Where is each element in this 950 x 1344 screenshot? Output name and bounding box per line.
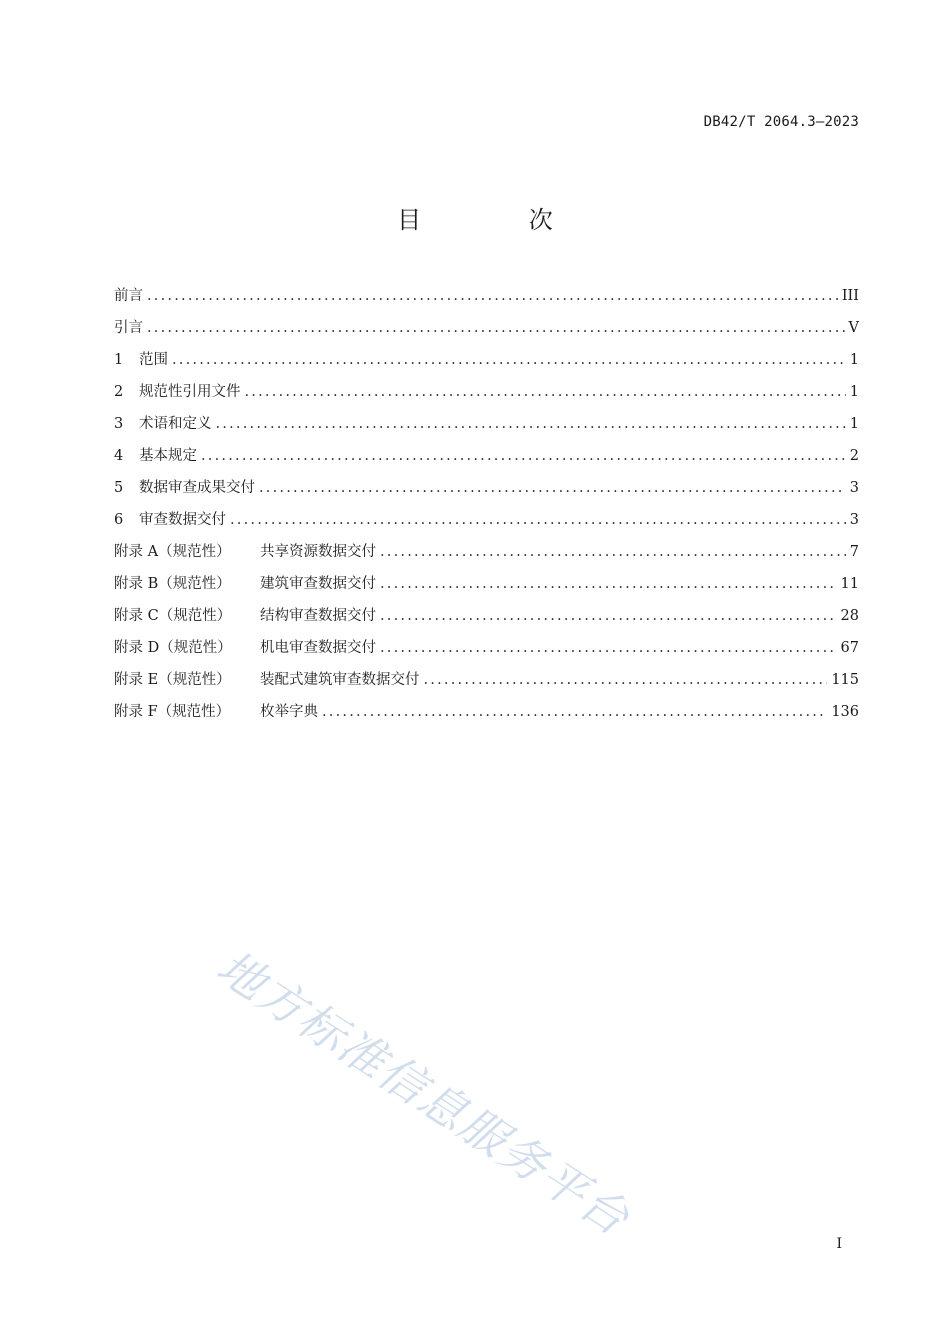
toc-leader-dots	[245, 384, 846, 400]
toc-entry-page: 3	[849, 480, 859, 496]
toc-appendix-label: 附录 A（规范性）	[114, 544, 231, 560]
toc-entry-page: 3	[849, 512, 859, 528]
toc-leader-dots	[322, 704, 827, 720]
toc-entry-page: 1	[849, 384, 859, 400]
toc-entry-page: 67	[840, 640, 859, 656]
toc-leader-dots	[172, 352, 846, 368]
toc-entry-number: 1	[114, 352, 124, 368]
toc-entry-number: 5	[114, 480, 124, 496]
toc-entry-page: 1	[849, 352, 859, 368]
toc-entry-appendix-c[interactable]	[114, 604, 859, 636]
toc-entry-page: 136	[831, 704, 859, 720]
toc-leader-dots	[147, 320, 845, 336]
toc-entry-appendix-f[interactable]	[114, 700, 859, 732]
toc-entry-label: 基本规定	[139, 448, 197, 464]
toc-appendix-label: 附录 C（规范性）	[114, 608, 232, 624]
toc-entry-page: 11	[840, 576, 859, 592]
toc-entry-label: 规范性引用文件	[139, 384, 241, 400]
toc-entry-number: 2	[114, 384, 124, 400]
toc-leader-dots	[380, 544, 846, 560]
table-of-contents	[114, 284, 859, 732]
toc-entry-terms[interactable]	[114, 412, 859, 444]
toc-leader-dots	[424, 672, 828, 688]
toc-appendix-label: 附录 B（规范性）	[114, 576, 231, 592]
toc-entry-label: 引言	[114, 320, 143, 336]
toc-entry-page: 115	[831, 672, 859, 688]
toc-entry-basic-rules[interactable]	[114, 444, 859, 476]
toc-entry-label: 数据审查成果交付	[139, 480, 255, 496]
page-title: 目 次	[397, 206, 603, 234]
toc-entry-label: 前言	[114, 288, 143, 304]
toc-entry-page: 2	[849, 448, 859, 464]
page-number: I	[836, 1236, 842, 1252]
watermark: 地方标准信息服务平台	[207, 939, 640, 1247]
toc-entry-introduction[interactable]	[114, 316, 859, 348]
toc-entry-number: 3	[114, 416, 124, 432]
toc-entry-label: 术语和定义	[139, 416, 212, 432]
toc-entry-label: 装配式建筑审查数据交付	[260, 672, 420, 688]
toc-leader-dots	[216, 416, 846, 432]
toc-entry-label: 结构审查数据交付	[260, 608, 376, 624]
toc-entry-appendix-a[interactable]	[114, 540, 859, 572]
toc-entry-review-data[interactable]	[114, 508, 859, 540]
toc-entry-page: 7	[849, 544, 859, 560]
toc-appendix-label: 附录 D（规范性）	[114, 640, 232, 656]
toc-entry-appendix-e[interactable]	[114, 668, 859, 700]
toc-entry-appendix-d[interactable]	[114, 636, 859, 668]
toc-entry-label: 范围	[139, 352, 168, 368]
toc-entry-normative-references[interactable]	[114, 380, 859, 412]
toc-appendix-label: 附录 F（规范性）	[114, 704, 231, 720]
toc-entry-label: 枚举字典	[260, 704, 318, 720]
toc-entry-number: 4	[114, 448, 124, 464]
toc-leader-dots	[201, 448, 846, 464]
toc-entry-label: 共享资源数据交付	[260, 544, 376, 560]
toc-leader-dots	[147, 288, 838, 304]
toc-entry-appendix-b[interactable]	[114, 572, 859, 604]
toc-entry-label: 建筑审查数据交付	[260, 576, 376, 592]
standard-code: DB42/T 2064.3—2023	[703, 114, 859, 130]
toc-entry-scope[interactable]	[114, 348, 859, 380]
toc-leader-dots	[380, 640, 837, 656]
toc-entry-page: V	[848, 320, 859, 336]
toc-entry-label: 审查数据交付	[139, 512, 226, 528]
toc-entry-review-results[interactable]	[114, 476, 859, 508]
toc-entry-number: 6	[114, 512, 124, 528]
toc-entry-label: 机电审查数据交付	[260, 640, 376, 656]
toc-entry-foreword[interactable]	[114, 284, 859, 316]
toc-leader-dots	[380, 608, 837, 624]
toc-entry-page: 1	[849, 416, 859, 432]
toc-appendix-label: 附录 E（规范性）	[114, 672, 231, 688]
toc-entry-page: III	[841, 288, 859, 304]
toc-leader-dots	[380, 576, 837, 592]
toc-leader-dots	[230, 512, 846, 528]
toc-entry-page: 28	[840, 608, 859, 624]
toc-leader-dots	[259, 480, 846, 496]
